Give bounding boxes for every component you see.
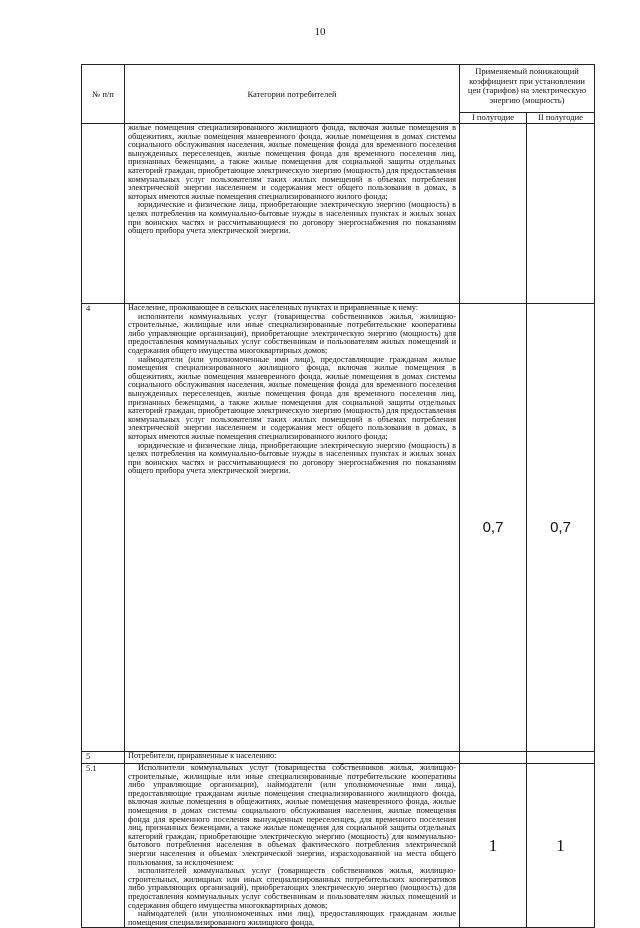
- tariff-table: [81, 64, 595, 928]
- row-paragraph: Потребители, приравненные к населению:: [128, 751, 277, 760]
- value-half-2: [527, 752, 595, 764]
- row-paragraph: исполнители коммунальных услуг (товарищества собственников жилья, жилищно-строительные, жилищные или иные специализированные потребительские кооперативы либо управляющие организации), приобретающие электрическую энергию (мощность) для предоставления коммунальных услуг собственникам и пользователям жилых помещений и содержания общего имущества многоквартирных домов;: [128, 311, 456, 355]
- header-category: Категории потребителей: [125, 65, 460, 124]
- row-number: 5.1: [82, 764, 125, 928]
- value-half-1: 1: [460, 764, 527, 928]
- row-paragraph: наймодатели (или уполномоченные ими лица), предоставляющие гражданам жилые помещения специализированного жилищного фонда, включая жилые помещения в общежитиях, жилые помещения маневренного фонда, жилые помещения в домах системы социального обслуживания населения, жилые помещения фонда для временного поселения вынужденных переселенцев, жилые помещения фонда для временного поселения лиц, признанных беженцами, а также жилые помещения для социальной защиты отдельных категорий граждан, приобретающие электрическую энергию (мощность) для предоставления коммунальных услуг пользователям таких жилых помещений в объемах потребления электрической энергии населением и содержания мест общего пользования в домах, в которых имеются жилые помещения специализированного жилого фонда;: [128, 354, 456, 441]
- header-number: № п/п: [82, 65, 125, 124]
- row-paragraph: Население, проживающее в сельских населенных пунктах и приравненные к нему:: [128, 303, 419, 312]
- row-text: [125, 304, 460, 752]
- table-row: [82, 304, 595, 752]
- value-half-2: 1: [527, 764, 595, 928]
- value-half-2: [527, 124, 595, 304]
- table-row: [82, 124, 595, 304]
- row-text: [125, 752, 460, 764]
- table-header-row: [82, 65, 595, 113]
- table-row: [82, 752, 595, 764]
- header-half-1: I полугодие: [460, 113, 527, 124]
- row-paragraph: жилые помещения специализированного жилищного фонда, включая жилые помещения в общежитиях, жилые помещения маневренного фонда, жилые помещения в домах системы социального обслуживания населения, жилые помещения фонда для временного поселения вынужденных переселенцев, жилые помещения фонда для временного поселения лиц, признанных беженцами, а также жилые помещения для социальной защиты отдельных категорий граждан, приобретающие электрическую энергию (мощность) для предоставления коммунальных услуг пользователям таких жилых помещений в объемах потребления электрической энергии населением и содержания мест общего пользования в домах, в которых имеются жилые помещения специализированного жилого фонда;: [128, 123, 456, 201]
- row-number: [82, 124, 125, 304]
- value-half-1: [460, 124, 527, 304]
- row-paragraph: юридические и физические лица, приобретающие электрическую энергию (мощность) в целях потребления на коммунально-бытовые нужды в населенных пунктах и жилых зонах при воинских частях и рассчитывающиеся по договору энергоснабжения по показаниям общего прибора учета электрической энергии.: [128, 440, 456, 476]
- row-paragraph: исполнителей коммунальных услуг (товариществ собственников жилья, жилищно-строительных, жилищных или иных специализированных потребительских кооперативов либо управляющих организаций), приобретающих электрическую энергию (мощность) для предоставления коммунальных услуг собственникам и пользователям жилых помещений и содержания общего имущества многоквартирных домов;: [128, 866, 456, 910]
- value-half-1: 0,7: [460, 304, 527, 752]
- row-number: 4: [82, 304, 125, 752]
- row-text: [125, 124, 460, 304]
- page-number: 10: [314, 26, 326, 38]
- row-number: 5: [82, 752, 125, 764]
- row-paragraph: Исполнители коммунальных услуг (товарищества собственников жилья, жилищно-строительные, жилищные или иные специализированные потребительские кооперативы либо управляющие организации), наймодатели (или уполномоченные ими лица), предоставляющие гражданам жилые помещения специализированного жилищного фонда, включая жилые помещения в общежитиях, жилые помещения маневренного фонда, жилые помещения в домах системы социального обслуживания населения, жилые помещения фонда для временного поселения вынужденных переселенцев, для временного поселения лиц, признанных беженцами, а также жилые помещения для социальной защиты отдельных категорий граждан, приобретающие электрическую энергию (мощность) для коммунально-бытового потребления населения в объемах фактического потребления электрической энергии населения и объемах электрической энергии, израсходованной на места общего пользования, за исключением:: [128, 763, 456, 867]
- value-half-1: [460, 752, 527, 764]
- row-paragraph: наймодателей (или уполномоченных ими лиц), предоставляющих гражданам жилые помещения специализированного жилищного фонда,: [128, 909, 456, 927]
- row-paragraph: юридические и физические лица, приобретающие электрическую энергию (мощность) в целях потребления на коммунально-бытовые нужды в населенных пунктах и жилых зонах при воинских частях и рассчитывающиеся по договору энергоснабжения по показаниям общего прибора учета электрической энергии.: [128, 200, 456, 236]
- header-coefficient: Применяемый понижающий коэффициент при установлении цен (тарифов) на электрическую энергию (мощность): [460, 65, 595, 113]
- table-row: [82, 764, 595, 928]
- row-text: [125, 764, 460, 928]
- header-half-2: II полугодие: [527, 113, 595, 124]
- value-half-2: 0,7: [527, 304, 595, 752]
